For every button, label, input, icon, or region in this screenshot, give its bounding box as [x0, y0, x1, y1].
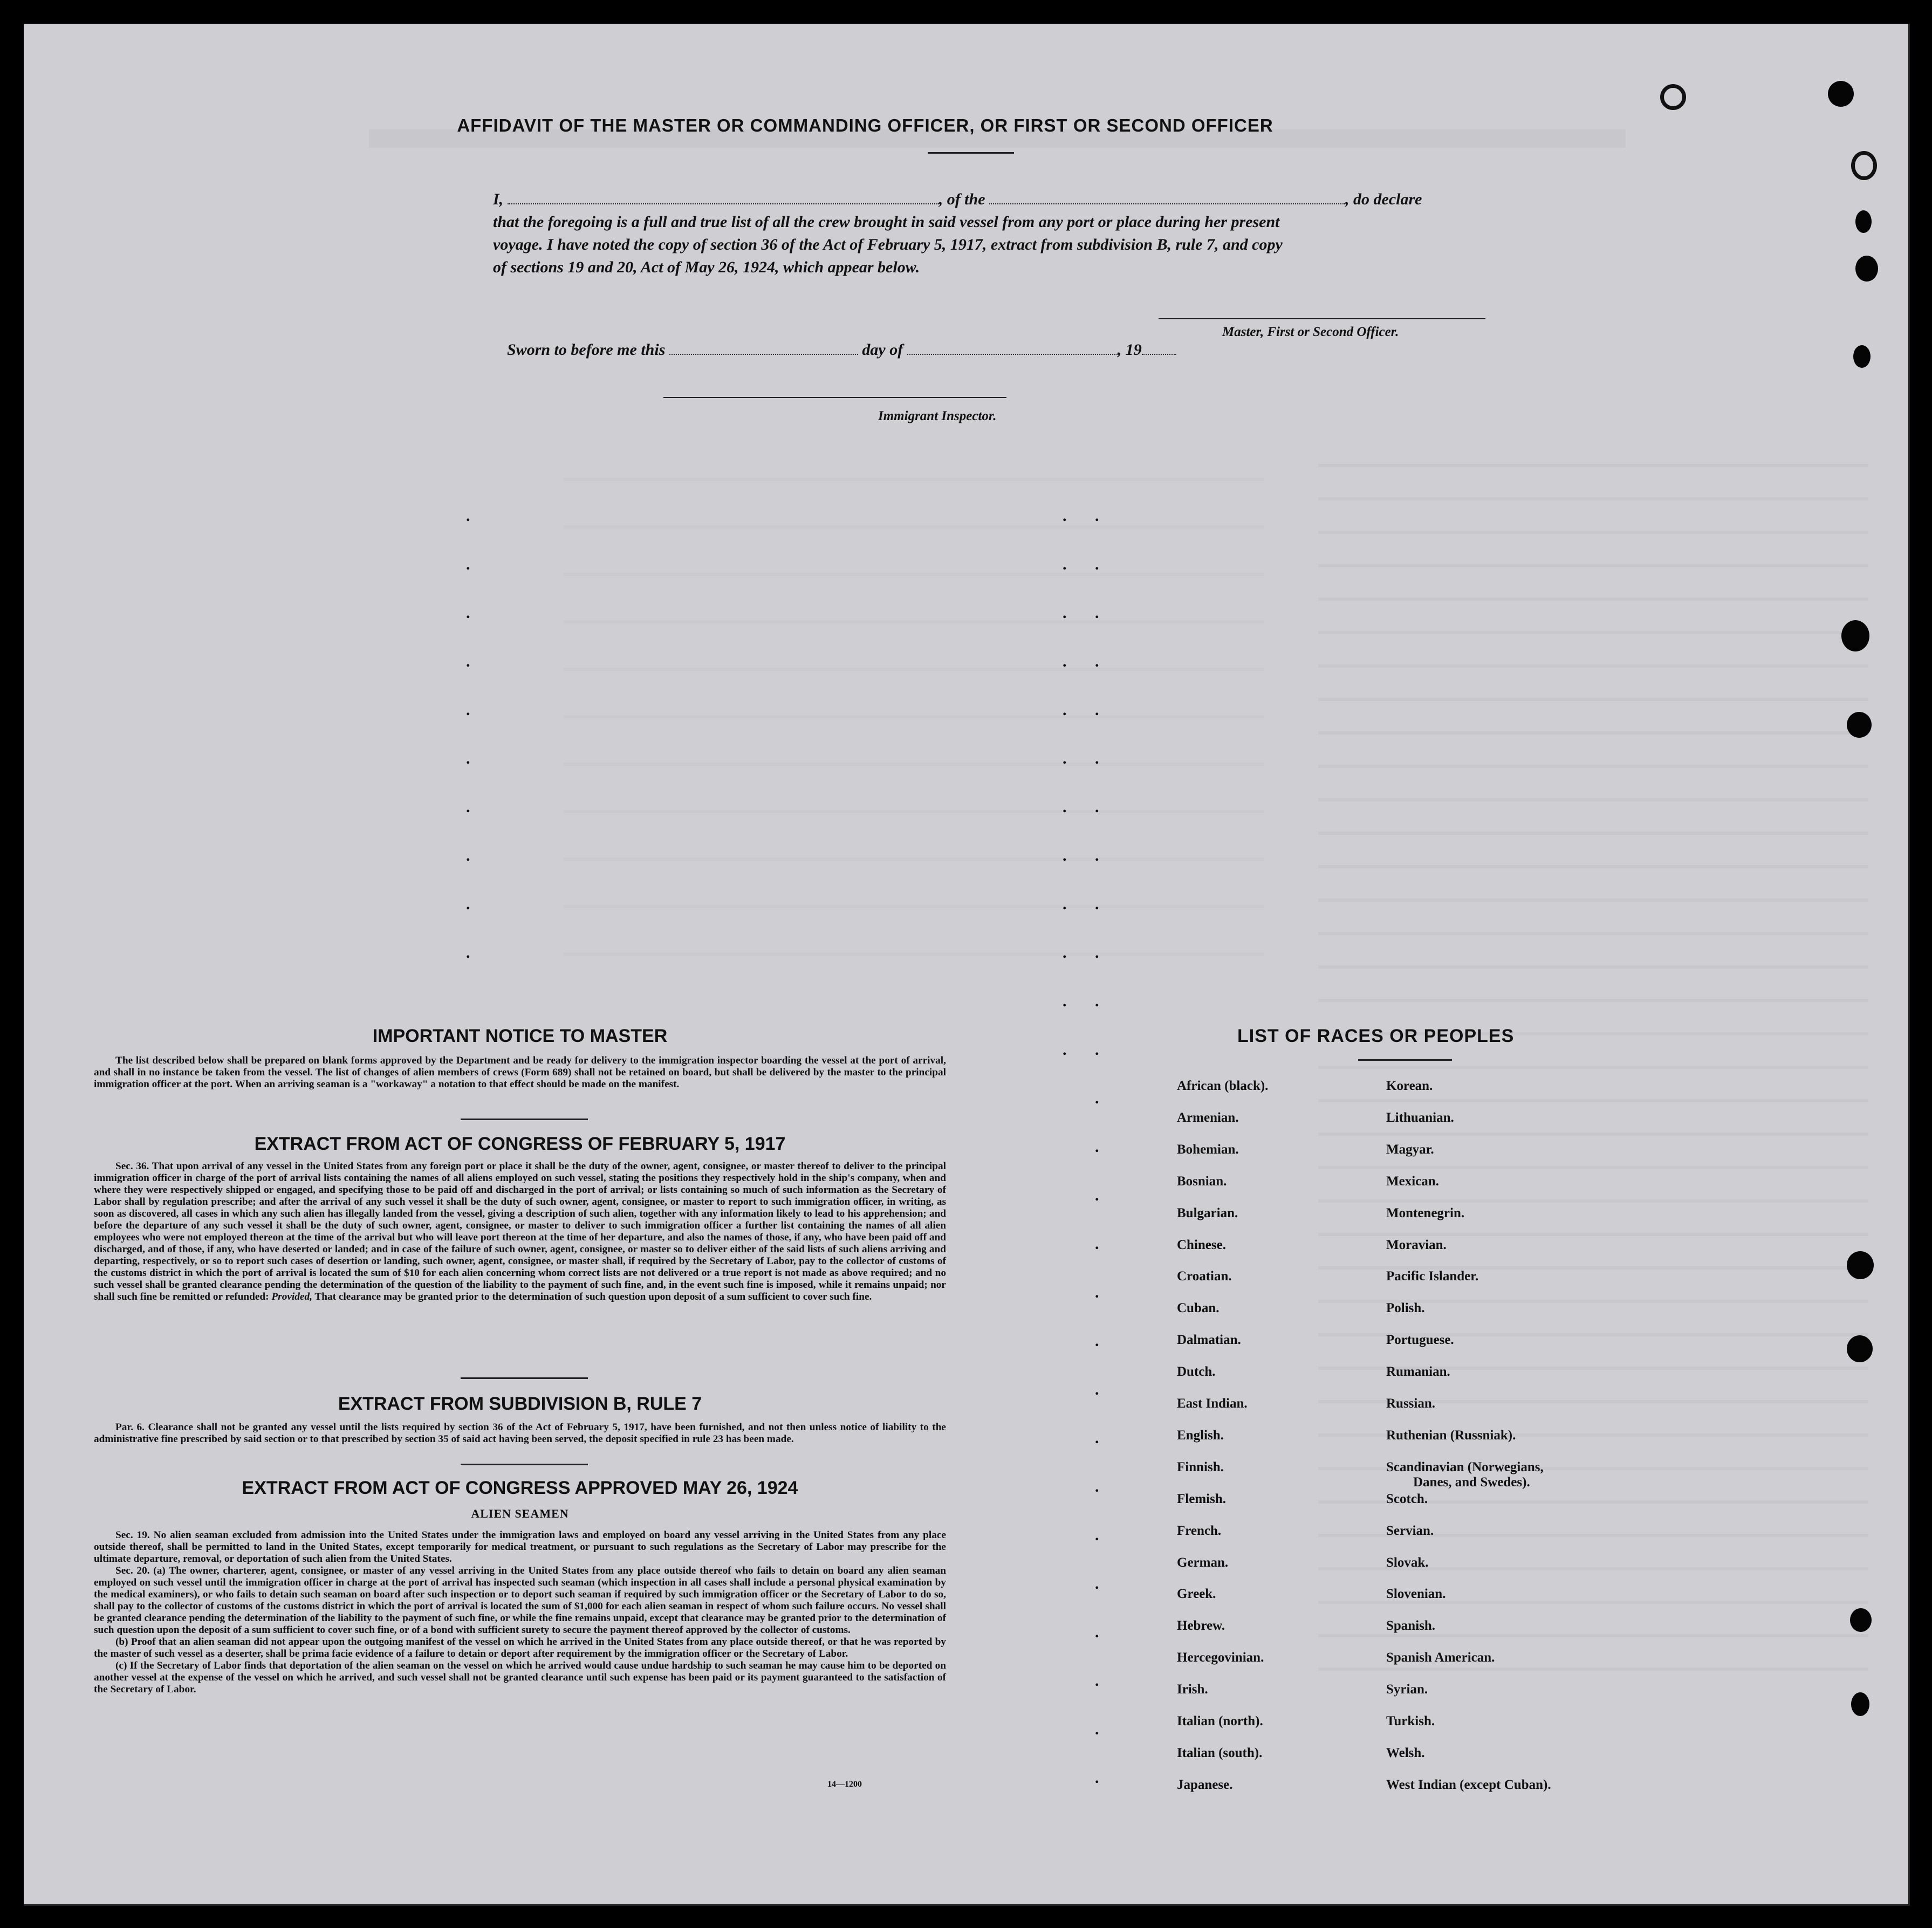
column-dot: . [1095, 1284, 1099, 1301]
master-signature-line[interactable] [1159, 318, 1485, 319]
punch-hole [1841, 620, 1869, 651]
affidavit-line-4: of sections 19 and 20, Act of May 26, 1924, which appear below. [493, 258, 920, 276]
races-title: LIST OF RACES OR PEOPLES [1237, 1026, 1515, 1046]
document-page [24, 24, 1910, 1906]
sec20c-paragraph: (c) If the Secretary of Labor finds that deportation of the alien seaman on the vessel on which he arrived would cause undue hardship to such seaman he may cause him to be deported on another vessel at the expense of the vessel on which he arrived, and such vessel shall not be granted clearance until such expense has been paid or its payment guaranteed to the satisfaction of the Secretary of Labor. [94, 1660, 946, 1695]
title-divider [928, 152, 1014, 154]
race-item: Magyar. [1386, 1142, 1434, 1157]
race-item: Croatian. [1177, 1269, 1232, 1284]
column-dot: . [1095, 1381, 1099, 1398]
races-divider [1358, 1059, 1452, 1061]
inspector-caption: Immigrant Inspector. [878, 409, 997, 423]
column-dot: . [1095, 604, 1099, 622]
race-item: Dutch. [1177, 1364, 1216, 1380]
race-item: Italian (north). [1177, 1714, 1263, 1728]
column-dot: . [1095, 847, 1099, 864]
column-dot: . [466, 895, 470, 913]
column-dot: . [1095, 1769, 1099, 1787]
column-dot: . [466, 507, 470, 525]
column-dot: . [1095, 555, 1099, 573]
day-of-label: day of [862, 341, 903, 359]
race-item: Danes, and Swedes). [1413, 1474, 1530, 1490]
punch-hole [1855, 210, 1872, 233]
affidavit-text [493, 188, 1523, 279]
race-item: French. [1177, 1523, 1222, 1538]
column-dot: . [1095, 1041, 1099, 1059]
column-dot: . [1095, 750, 1099, 767]
race-item: Slovak. [1386, 1555, 1429, 1570]
race-item: Lithuanian. [1386, 1110, 1454, 1125]
race-item: Spanish American. [1386, 1650, 1495, 1665]
affidavit-line-1 [493, 188, 1523, 211]
race-item: Italian (south). [1177, 1745, 1263, 1760]
column-dot: . [1095, 1089, 1099, 1107]
column-dot: . [1095, 701, 1099, 719]
race-item: African (black). [1177, 1079, 1269, 1093]
race-item: Moravian. [1386, 1237, 1447, 1252]
column-dot: . [1063, 555, 1067, 573]
bleed-through-rows-mid [563, 434, 1264, 973]
race-item: Armenian. [1177, 1110, 1239, 1125]
extract-rule7-title: EXTRACT FROM SUBDIVISION B, RULE 7 [338, 1394, 702, 1414]
section-divider [461, 1377, 588, 1379]
punch-hole [1855, 256, 1878, 282]
column-dot: . [1095, 1332, 1099, 1350]
sec20a-text: The owner, charterer, agent, consignee, or master of any vessel arriving in the United States from any place outside thereof who fails to detain on board any alien seaman employed on such vessel until the immigration officer in charge at the port of arrival has inspected such seaman (which inspection in all cases shall include a personal physical examination by the medical examiners), or who fails to detain such seaman on board after such inspection or to deport such seaman if required by such immigration officer or the Secretary of Labor to do so, shall pay to the collector of customs of the customs district in which the port of arrival is located the sum of $1,000 for each alien seaman in respect of whom such failure occurs. No vessel shall be granted clearance pending the determination of the liability to the payment of such fine, or while the fine remains unpaid, except that clearance may be granted prior to the determination of such question upon the deposit of a sum sufficient to cover such fine, or of a bond with sufficient surety to secure the payment thereof approved by the collector of customs. [94, 1565, 946, 1636]
race-item: Welsh. [1386, 1745, 1425, 1760]
day-blank[interactable] [669, 351, 858, 355]
race-item: Finnish. [1177, 1459, 1224, 1474]
race-item: German. [1177, 1555, 1229, 1570]
extract-1924-title: EXTRACT FROM ACT OF CONGRESS APPROVED MAY 26, 1924 [242, 1478, 798, 1498]
race-item: Chinese. [1177, 1237, 1226, 1252]
sworn-prefix: Sworn to before me this [507, 341, 666, 359]
punch-ring [1660, 84, 1686, 110]
word-of-the: , of the [938, 190, 985, 208]
bleed-through-rows [1318, 434, 1868, 1674]
race-item: Korean. [1386, 1079, 1433, 1093]
column-dot: . [1095, 895, 1099, 913]
punch-hole [1853, 345, 1871, 368]
proviso-text: That clearance may be granted prior to the determination of such question upon deposit of a sum sufficient to cover such fine. [314, 1291, 872, 1302]
punch-ring [1851, 151, 1877, 180]
race-item: Servian. [1386, 1523, 1434, 1538]
sworn-line [507, 341, 1176, 359]
sec36-text: That upon arrival of any vessel in the United States from any foreign port or place it shall be the duty of the owner, agent, consignee, or master thereof to deliver to the principal immigration officer in charge of the port of arrival lists containing the names of all aliens employed on such vessel, stating the positions they respectively hold in the ship's company, when and where they were respectively shipped or engaged, and specifying those to be paid off and discharged in the port of arrival; or lists containing so much of such information as the Secretary of Labor shall by regulation prescribe; and after the arrival of any such vessel it shall be the duty of such owner, agent, consignee, or master to report to such immigration officer, in writing, as soon as discovered, all cases in which any such alien has illegally landed from the vessel, giving a description of such alien, together with any information likely to lead to his apprehension; and before the departure of any such vessel it shall be the duty of such owner, agent, consignee, or master to deliver to such immigration officer a further list containing the names of all alien employees who were not employed thereon at the time of the arrival but who will leave port thereon at the time of her departure, and also the names of those, if any, who have been paid off and discharged, and of those, if any, who have deserted or landed; and in case of the failure of such owner, agent, consignee, or master so to deliver either of the said lists of such aliens arriving and departing, respectively, or so to report such cases of desertion or landing, such owner, agent, consignee, or master shall, if required by the Secretary of Labor, pay to the collector of customs of the customs district in which the port of arrival is located the sum of $10 for each alien concerning whom correct lists are not delivered or a true report is not made as above required; and no such vessel shall be granted clearance pending the determination of the question of the liability to the payment of such fine, and, in the event such fine is imposed, while it remains unpaid; nor shall such fine be remitted or refunded: [94, 1161, 946, 1302]
extract-1917-title: EXTRACT FROM ACT OF CONGRESS OF FEBRUARY 5, 1917 [254, 1134, 786, 1154]
column-dot: . [1095, 1720, 1099, 1738]
notice-body [94, 1055, 946, 1090]
race-item: Portuguese. [1386, 1333, 1454, 1348]
punch-hole [1847, 1335, 1873, 1362]
column-dot: . [1095, 1623, 1099, 1641]
race-item: Bulgarian. [1177, 1205, 1238, 1220]
extract-1917-paragraph [94, 1161, 946, 1303]
column-dot: . [466, 944, 470, 962]
race-item: Slovenian. [1386, 1587, 1446, 1602]
column-dot: . [466, 798, 470, 816]
year-blank[interactable] [1142, 351, 1176, 355]
column-dot: . [1063, 604, 1067, 622]
race-item: Mexican. [1386, 1174, 1439, 1189]
punch-hole [1828, 81, 1854, 107]
column-dot: . [1063, 798, 1067, 816]
column-dot: . [466, 555, 470, 573]
column-dot: . [466, 847, 470, 864]
column-dot: . [466, 701, 470, 719]
column-dot: . [1095, 1526, 1099, 1544]
alien-seamen-subtitle: ALIEN SEAMEN [471, 1507, 569, 1520]
column-dot: . [1063, 701, 1067, 719]
race-item: Greek. [1177, 1587, 1216, 1602]
punch-hole [1847, 1251, 1874, 1279]
sec20-label: Sec. 20. (a) [115, 1565, 166, 1576]
column-dot: . [1063, 992, 1067, 1010]
column-dot: . [1063, 847, 1067, 864]
master-caption: Master, First or Second Officer. [1222, 325, 1399, 339]
month-blank[interactable] [907, 351, 1118, 355]
race-item: Pacific Islander. [1386, 1269, 1479, 1284]
race-item: Hercegovinian. [1177, 1650, 1264, 1665]
punch-hole [1851, 1692, 1869, 1716]
extract-1924-body [94, 1529, 946, 1696]
punch-hole [1847, 712, 1872, 738]
word-i: I, [493, 190, 504, 208]
extract-rule7-body [94, 1422, 946, 1445]
column-dot: . [1095, 944, 1099, 962]
race-item: East Indian. [1177, 1396, 1248, 1411]
race-item: Cuban. [1177, 1301, 1220, 1316]
race-item: Rumanian. [1386, 1364, 1450, 1380]
race-item: Scandinavian (Norwegians, [1386, 1459, 1544, 1474]
column-dot: . [1095, 1672, 1099, 1690]
year-prefix: , 19 [1117, 341, 1142, 359]
proviso-label: Provided, [271, 1291, 312, 1302]
race-item: Ruthenian (Russniak). [1386, 1428, 1516, 1443]
affidavit-line-3: voyage. I have noted the copy of section 36 of the Act of February 5, 1917, extract from subdivision B, rule 7, and copy [493, 236, 1283, 253]
column-dot: . [466, 653, 470, 670]
sec20a-paragraph [94, 1565, 946, 1636]
column-dot: . [1095, 1478, 1099, 1495]
race-item: West Indian (except Cuban). [1386, 1777, 1551, 1792]
column-dot: . [1063, 944, 1067, 962]
race-item: Irish. [1177, 1682, 1208, 1697]
race-item: Montenegrin. [1386, 1205, 1465, 1220]
affidavit-title: AFFIDAVIT OF THE MASTER OR COMMANDING OFFICER, OR FIRST OR SECOND OFFICER [457, 115, 1273, 135]
notice-paragraph: The list described below shall be prepared on blank forms approved by the Department and be ready for delivery to the immigration inspector boarding the vessel at the port of arrival, and shall in no instance be taken from the vessel. The list of changes of alien members of crews (Form 689) shall not be retained on board, but shall be delivered by the master to the principal immigration officer at the port. When an arriving seaman is a "workaway" a notation to that effect should be made on the manifest. [94, 1055, 946, 1090]
column-dot: . [466, 604, 470, 622]
race-item: Japanese. [1177, 1777, 1233, 1792]
inspector-signature-line[interactable] [663, 397, 1006, 398]
column-dot: . [1063, 750, 1067, 767]
section-divider [461, 1119, 588, 1120]
column-dot: . [1095, 1138, 1099, 1156]
race-item: Turkish. [1386, 1714, 1435, 1728]
sec19-text: No alien seaman excluded from admission into the United States under the immigration laws and employed on board any vessel arriving in the United States from any place outside thereof, shall be permitted to land in the United States, except temporarily for medical treatment, or pursuant to such regulations as the Secretary of Labor may prescribe for the ultimate departure, removal, or deportation of such alien from the United States. [94, 1529, 946, 1565]
column-dot: . [1095, 507, 1099, 525]
race-item: Polish. [1386, 1301, 1425, 1316]
section-divider [461, 1464, 588, 1465]
column-dot: . [1063, 653, 1067, 670]
race-item: Russian. [1386, 1396, 1436, 1411]
column-dot: . [1095, 1186, 1099, 1204]
extract-rule7-paragraph: Par. 6. Clearance shall not be granted any vessel until the lists required by section 36 of the Act of February 5, 1917, have been furnished, and not then unless notice of liability to the administrative fine prescribed by said section or to that prescribed by section 35 of said act having been served, the deposit specified in rule 23 has been made. [94, 1422, 946, 1445]
column-dot: . [1095, 1429, 1099, 1447]
notice-title: IMPORTANT NOTICE TO MASTER [372, 1026, 668, 1046]
name-blank[interactable] [508, 200, 939, 204]
race-item: Scotch. [1386, 1491, 1428, 1506]
column-dot: . [1063, 507, 1067, 525]
column-dot: . [1095, 1235, 1099, 1253]
race-item: Hebrew. [1177, 1618, 1225, 1634]
sec36-label: Sec. 36. [115, 1161, 149, 1172]
race-item: Spanish. [1386, 1618, 1436, 1634]
column-dot: . [1095, 992, 1099, 1010]
vessel-blank[interactable] [989, 200, 1345, 204]
affidavit-line-2: that the foregoing is a full and true list of all the crew brought in said vessel from any port or place during her present [493, 213, 1280, 231]
column-dot: . [1063, 895, 1067, 913]
form-number: 14—1200 [827, 1780, 862, 1789]
race-item: Dalmatian. [1177, 1333, 1241, 1348]
race-item: Syrian. [1386, 1682, 1428, 1697]
column-dot: . [1095, 798, 1099, 816]
extract-1917-body [94, 1161, 946, 1303]
sec19-paragraph [94, 1529, 946, 1565]
race-item: Bohemian. [1177, 1142, 1239, 1157]
punch-hole [1850, 1608, 1872, 1632]
column-dot: . [1063, 1041, 1067, 1059]
column-dot: . [1095, 653, 1099, 670]
sec19-label: Sec. 19. [115, 1529, 150, 1541]
race-item: English. [1177, 1428, 1224, 1443]
word-do-declare: , do declare [1345, 190, 1422, 208]
column-dot: . [466, 750, 470, 767]
race-item: Bosnian. [1177, 1174, 1227, 1189]
race-item: Flemish. [1177, 1491, 1226, 1506]
sec20b-paragraph: (b) Proof that an alien seaman did not appear upon the outgoing manifest of the vessel on which he arrived in the United States from any place outside thereof, or that he was reported by the master of such vessel as a deserter, shall be prima facie evidence of a failure to detain or deport after requirement by the immigration officer or the Secretary of Labor. [94, 1636, 946, 1659]
column-dot: . [1095, 1575, 1099, 1593]
